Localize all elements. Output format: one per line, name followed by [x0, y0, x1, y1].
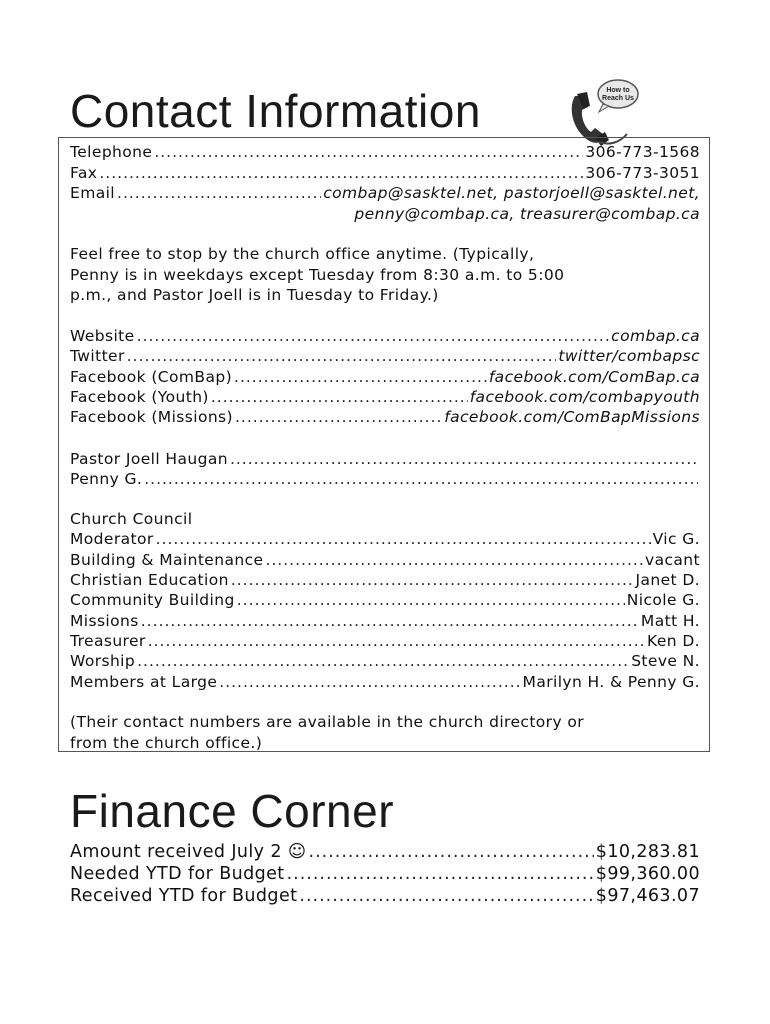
- leader-dots: [230, 449, 698, 469]
- council-role: Christian Education: [70, 571, 229, 589]
- council-row: [70, 672, 700, 692]
- council-role: Members at Large: [70, 673, 218, 691]
- finance-label: Amount received July 2 ☺: [70, 842, 307, 862]
- finance-label: Needed YTD for Budget: [70, 864, 285, 884]
- leader-dots: [231, 570, 634, 590]
- leader-dots: [211, 387, 468, 407]
- leader-dots: [148, 631, 645, 651]
- website-row: [70, 326, 700, 346]
- email-value-line1[interactable]: combap@sasktel.net, pastorjoell@sasktel.net,: [323, 184, 700, 202]
- facebook-missions-label: Facebook (Missions): [70, 408, 233, 426]
- leader-dots: [299, 885, 593, 907]
- office-note: [70, 244, 700, 306]
- badge-text-line2: Reach Us: [602, 95, 634, 102]
- leader-dots: [235, 407, 442, 427]
- penny-row: [70, 469, 700, 489]
- leader-dots: [154, 142, 583, 162]
- leader-dots: [265, 550, 643, 570]
- email-row: [70, 183, 700, 203]
- telephone-label: Telephone: [70, 143, 153, 161]
- finance-amount: $99,360.00: [595, 864, 700, 884]
- twitter-label: Twitter: [70, 347, 125, 365]
- finance-label: Received YTD for Budget: [70, 886, 298, 906]
- pastor-row: [70, 449, 700, 469]
- directory-note-line: (Their contact numbers are available in the church directory or: [70, 713, 585, 731]
- facebook-combap-row: [70, 367, 700, 387]
- facebook-youth-row: [70, 387, 700, 407]
- leader-dots: [144, 469, 698, 489]
- leader-dots: [287, 863, 594, 885]
- finance-row: [70, 863, 700, 885]
- leader-dots: [99, 163, 583, 183]
- leader-dots: [219, 672, 520, 692]
- twitter-link[interactable]: twitter/combapsc: [558, 347, 700, 365]
- finance-row: [70, 885, 700, 907]
- directory-note: [70, 712, 700, 753]
- facebook-combap-link[interactable]: facebook.com/ComBap.ca: [488, 368, 700, 386]
- council-member: Ken D.: [647, 632, 700, 650]
- email-row-continued: [70, 204, 700, 224]
- council-row: [70, 651, 700, 671]
- church-council-label: Church Council: [70, 510, 193, 528]
- council-member: Nicole G.: [626, 591, 700, 609]
- finance-amount: $10,283.81: [595, 842, 700, 862]
- leader-dots: [137, 326, 610, 346]
- leader-dots: [237, 590, 625, 610]
- leader-dots: [141, 611, 639, 631]
- leader-dots: [156, 529, 651, 549]
- email-value-line2[interactable]: penny@combap.ca, treasurer@combap.ca: [354, 205, 700, 223]
- leader-dots: [234, 367, 487, 387]
- telephone-value[interactable]: 306-773-1568: [585, 143, 700, 161]
- website-label: Website: [70, 327, 135, 345]
- council-role: Worship: [70, 652, 136, 670]
- leader-dots: [127, 346, 557, 366]
- council-row: [70, 611, 700, 631]
- council-member: Janet D.: [635, 571, 700, 589]
- council-row: [70, 550, 700, 570]
- council-role: Building & Maintenance: [70, 551, 264, 569]
- council-member: Marilyn H. & Penny G.: [522, 673, 700, 691]
- leader-dots: [117, 183, 321, 203]
- directory-note-line: from the church office.): [70, 733, 263, 752]
- facebook-youth-link[interactable]: facebook.com/combapyouth: [469, 388, 700, 406]
- finance-amount: $97,463.07: [595, 886, 700, 906]
- email-label: Email: [70, 184, 116, 202]
- church-council-title: [70, 509, 700, 529]
- fax-label: Fax: [70, 164, 98, 182]
- twitter-row: [70, 346, 700, 366]
- council-row: [70, 590, 700, 610]
- contact-information-heading: Contact Information: [70, 85, 481, 137]
- office-note-line: Penny is in weekdays except Tuesday from 8:30 a.m. to 5:00: [70, 265, 565, 284]
- facebook-missions-link[interactable]: facebook.com/ComBapMissions: [444, 408, 700, 426]
- council-row: [70, 529, 700, 549]
- finance-row: [70, 841, 700, 863]
- facebook-missions-row: [70, 407, 700, 427]
- council-member: Matt H.: [640, 612, 700, 630]
- council-member: vacant: [645, 551, 700, 569]
- council-role: Community Building: [70, 591, 235, 609]
- council-member: Vic G.: [652, 530, 700, 548]
- facebook-youth-label: Facebook (Youth): [70, 388, 209, 406]
- council-row: [70, 570, 700, 590]
- council-role: Treasurer: [70, 632, 146, 650]
- website-link[interactable]: combap.ca: [611, 327, 700, 345]
- council-role: Missions: [70, 612, 139, 630]
- leader-dots: [137, 651, 629, 671]
- telephone-row: [70, 142, 700, 162]
- leader-dots: [309, 841, 594, 863]
- fax-row: [70, 163, 700, 183]
- council-member: Steve N.: [631, 652, 700, 670]
- penny-label: Penny G.: [70, 470, 143, 488]
- office-note-line: p.m., and Pastor Joell is in Tuesday to Friday.): [70, 286, 439, 304]
- badge-text-line1: How to: [606, 87, 630, 94]
- council-role: Moderator: [70, 530, 154, 548]
- fax-value[interactable]: 306-773-3051: [585, 164, 700, 182]
- council-row: [70, 631, 700, 651]
- facebook-combap-label: Facebook (ComBap): [70, 368, 233, 386]
- pastor-label: Pastor Joell Haugan: [70, 450, 228, 468]
- office-note-line: Feel free to stop by the church office anytime. (Typically,: [70, 245, 535, 263]
- finance-corner-heading: Finance Corner: [70, 785, 395, 837]
